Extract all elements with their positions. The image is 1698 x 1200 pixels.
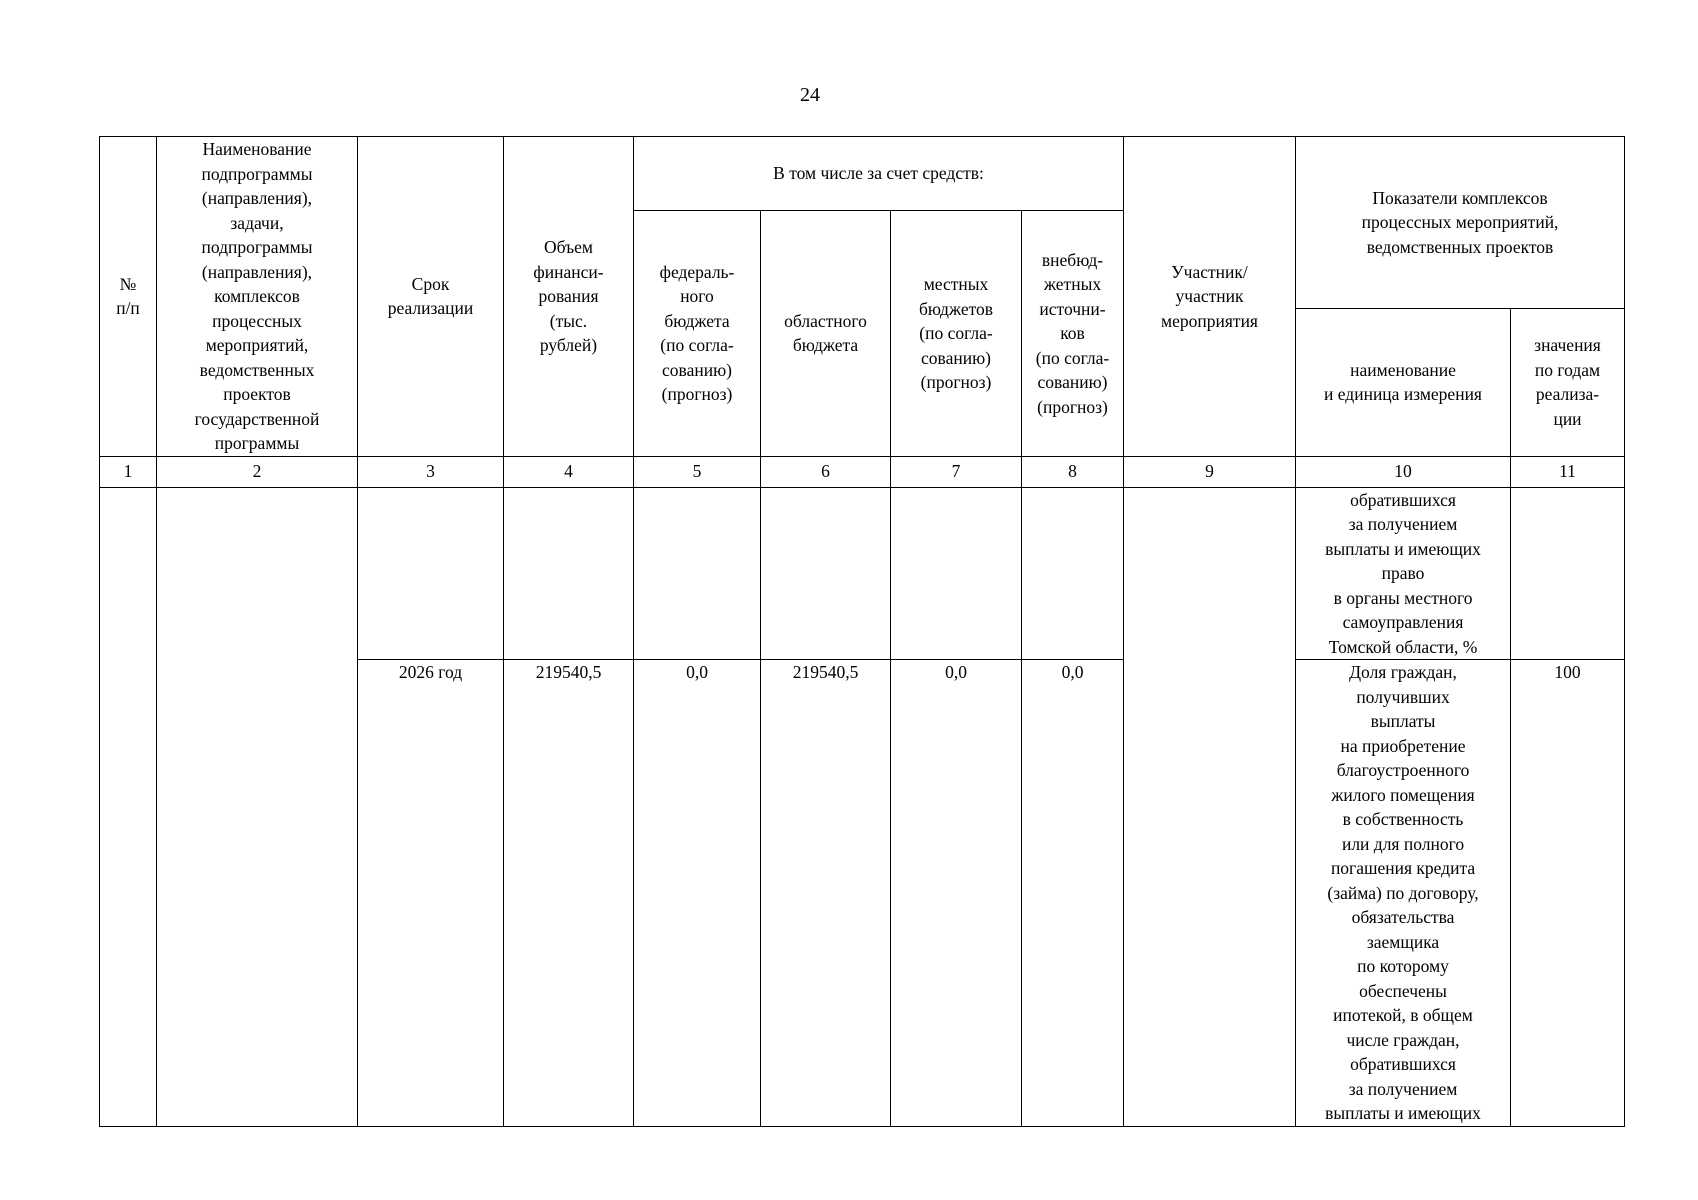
column-number: 9 [1124,456,1296,487]
cell-federal [634,487,761,660]
header-indicators-group: Показатели комплексов процессных мероприятий, ведомственных проектов [1296,137,1625,309]
header-name: Наименование подпрограммы (направления), задачи, подпрограммы (направления), комплексов процессных мероприятий, ведомственных проектов государственной программы [157,137,358,457]
cell-federal: 0,0 [634,660,761,1127]
header-indicator-name: наименование и единица измерения [1296,308,1511,456]
header-row-1 [100,137,1625,211]
cell-indicator-name: Доля граждан, получивших выплаты на приобретение благоустроенного жилого помещения в собственность или для полного погашения кредита (займа) по договору, обязательства заемщика по которому обеспечены ипотекой, в общем числе граждан, обратившихся за получением выплаты и имеющих [1296,660,1511,1127]
column-number: 4 [504,456,634,487]
cell-regional [761,487,891,660]
header-volume: Объем финанси- рования (тыс. рублей) [504,137,634,457]
cell-local [891,487,1022,660]
cell-indicator-name: обратившихся за получением выплаты и имеющих право в органы местного самоуправления Томской области, % [1296,487,1511,660]
column-numbers-row [100,456,1625,487]
header-period: Срок реализации [358,137,504,457]
column-number: 10 [1296,456,1511,487]
program-table [99,136,1625,1127]
cell-volume [504,487,634,660]
header-number: № п/п [100,137,157,457]
header-federal: федераль- ного бюджета (по согла- сованию) (прогноз) [634,211,761,457]
column-number: 1 [100,456,157,487]
column-number: 2 [157,456,358,487]
column-number: 3 [358,456,504,487]
cell-local: 0,0 [891,660,1022,1127]
column-number: 7 [891,456,1022,487]
cell-period: 2026 год [358,660,504,1127]
column-number: 6 [761,456,891,487]
cell-period [358,487,504,660]
cell-extrabudget: 0,0 [1022,660,1124,1127]
cell-participant [1124,487,1296,1127]
header-participant: Участник/ участник мероприятия [1124,137,1296,457]
header-extrabudget: внебюд- жетных источни- ков (по согла- сованию) (прогноз) [1022,211,1124,457]
cell-indicator-value [1511,487,1625,660]
header-local: местных бюджетов (по согла- сованию) (прогноз) [891,211,1022,457]
cell-name [157,487,358,1127]
page-number: 24 [800,84,820,106]
header-funding-group: В том числе за счет средств: [634,137,1124,211]
column-number: 5 [634,456,761,487]
column-number: 8 [1022,456,1124,487]
cell-number [100,487,157,1127]
column-number: 11 [1511,456,1625,487]
cell-volume: 219540,5 [504,660,634,1127]
cell-extrabudget [1022,487,1124,660]
cell-regional: 219540,5 [761,660,891,1127]
header-indicator-values: значения по годам реализа- ции [1511,308,1625,456]
header-regional: областного бюджета [761,211,891,457]
cell-indicator-value: 100 [1511,660,1625,1127]
table-row [100,487,1625,660]
